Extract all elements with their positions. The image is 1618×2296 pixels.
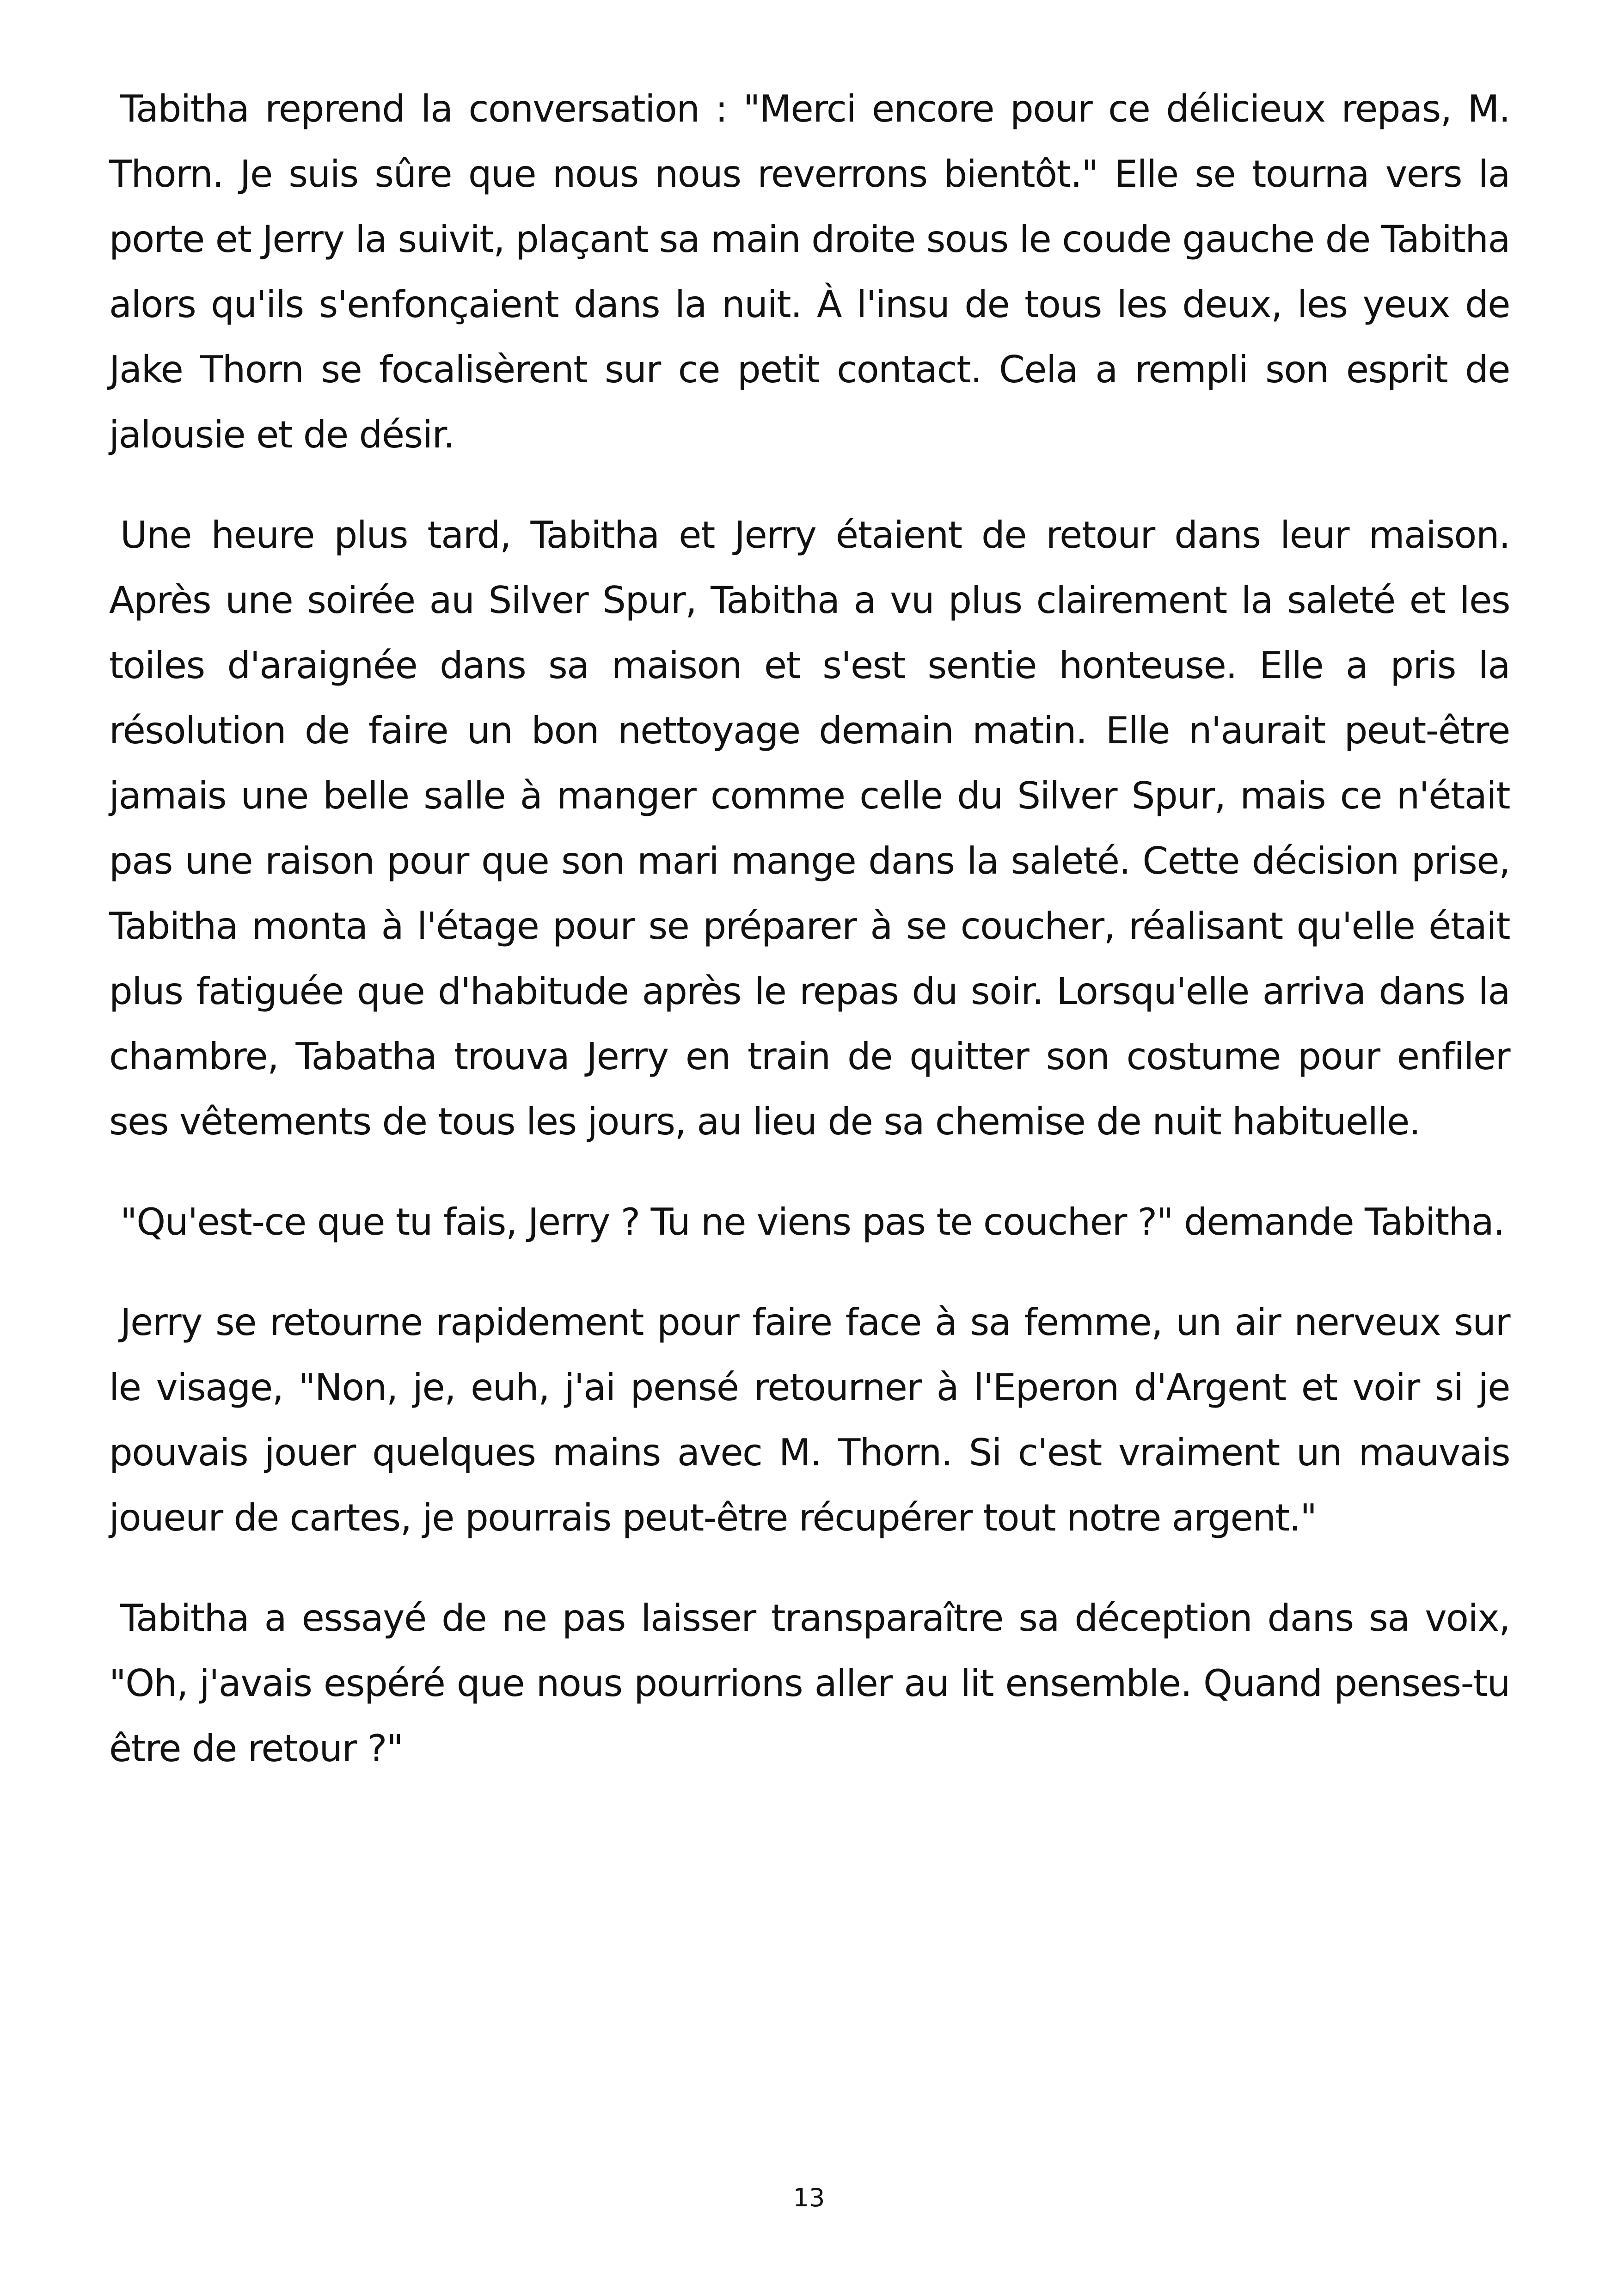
paragraph-5: Tabitha a essayé de ne pas laisser transparaître sa déception dans sa voix, "Oh, j'avais espéré que nous pourrions aller au lit ensemble. Quand penses-tu être de retour ?" xyxy=(109,1597,1510,1770)
paragraph-3: "Qu'est-ce que tu fais, Jerry ? Tu ne viens pas te coucher ?" demande Tabitha. xyxy=(120,1200,1505,1243)
page-number: 13 xyxy=(793,2183,825,2212)
body-text xyxy=(109,76,1510,1816)
paragraph-4: Jerry se retourne rapidement pour faire face à sa femme, un air nerveux sur le visage, "Non, je, euh, j'ai pensé retourner à l'Eperon d'Argent et voir si je pouvais jouer quelques mains avec M. Thorn. Si c'est vraiment un mauvais joueur de cartes, je pourrais peut-être récupérer tout notre argent." xyxy=(109,1301,1510,1539)
paragraph-2: Une heure plus tard, Tabitha et Jerry étaient de retour dans leur maison. Après une soirée au Silver Spur, Tabitha a vu plus clairement la saleté et les toiles d'araignée dans sa maison et s'est sentie honteuse. Elle a pris la résolution de faire un bon nettoyage demain matin. Elle n'aurait peut-être jamais une belle salle à manger comme celle du Silver Spur, mais ce n'était pas une raison pour que son mari mange dans la saleté. Cette décision prise, Tabitha monta à l'étage pour se préparer à se coucher, réalisant qu'elle était plus fatiguée que d'habitude après le repas du soir. Lorsqu'elle arriva dans la chambre, Tabatha trouva Jerry en train de quitter son costume pour enfiler ses vêtements de tous les jours, au lieu de sa chemise de nuit habituelle. xyxy=(109,514,1510,1143)
paragraph-1: Tabitha reprend la conversation : "Merci encore pour ce délicieux repas, M. Thorn. Je suis sûre que nous nous reverrons bientôt." Elle se tourna vers la porte et Jerry la suivit, plaçant sa main droite sous le coude gauche de Tabitha alors qu'ils s'enfonçaient dans la nuit. À l'insu de tous les deux, les yeux de Jake Thorn se focalisèrent sur ce petit contact. Cela a rempli son esprit de jalousie et de désir. xyxy=(109,87,1510,456)
